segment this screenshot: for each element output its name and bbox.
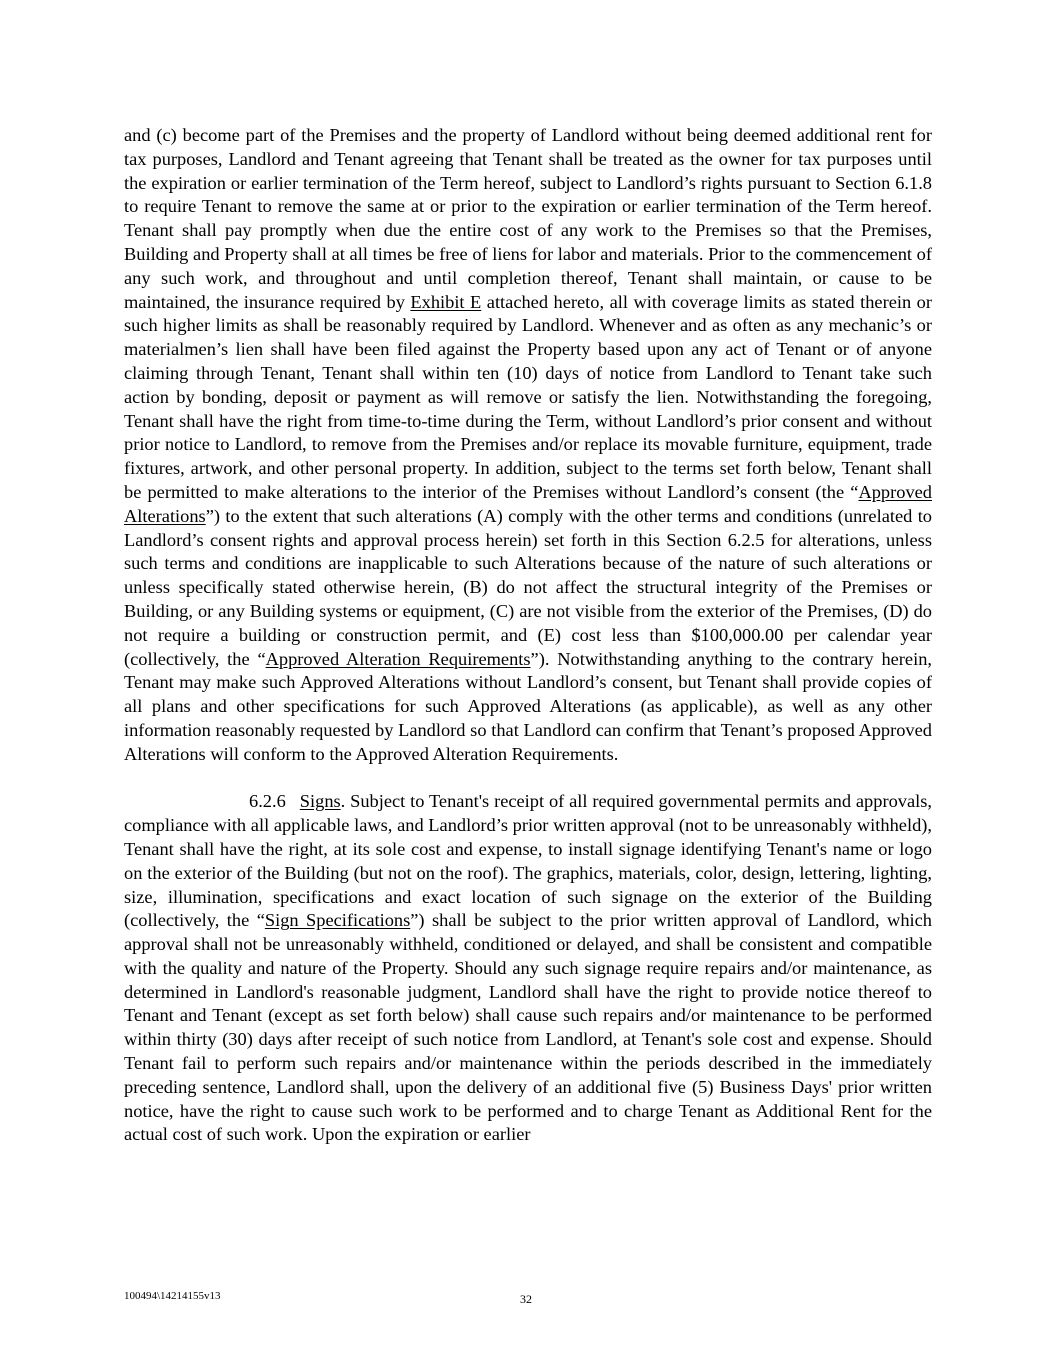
text-run: ”) shall be subject to the prior written approval of Landlord, which approval shall not be unreasonably withheld, conditioned or delayed, and shall be consistent and compatible with the quality and nature of the Property. Should any such signage require repairs and/or maintenance, as determined in Landlord's reasonable judgment, Landlord shall have the right to provide notice thereof to Tenant and Tenant (except as set forth below) shall cause such repairs and/or maintenance to be performed within thirty (30) days after receipt of such notice from Landlord, at Tenant's sole cost and expense. Should Tenant fail to perform such repairs and/or maintenance within the periods described in the immediately preceding sentence, Landlord shall, upon the delivery of an additional five (5) Business Days' prior written notice, have the right to cause such work to be performed and to charge Tenant as Additional Rent for the actual cost of such work. Upon the expiration or earlier — [124, 910, 932, 1145]
paragraph-alterations — [124, 124, 932, 767]
text-run: ”) to the extent that such alterations (A) comply with the other terms and conditions (unrelated to Landlord’s consent rights and approval process herein) set forth in this Section 6.2.5 for alterations, unless such terms and conditions are inapplicable to such Alterations because of the nature of such alterations or unless specifically stated otherwise herein, (B) do not affect the structural integrity of the Premises or Building, or any Building systems or equipment, (C) are not visible from the exterior of the Premises, (D) do not require a building or construction permit, and (E) cost less than $100,000.00 per calendar year (collectively, the “ — [124, 505, 932, 669]
exhibit-e-reference: Exhibit E — [410, 291, 482, 312]
defined-term-approved-alteration-requirements: Approved Alteration Requirements — [265, 648, 531, 669]
text-run: . Subject to Tenant's receipt of all required governmental permits and approvals, compliance with all applicable laws, and Landlord’s prior written approval (not to be unreasonably withheld), Tenant shall have the right, at its sole cost and expense, to install signage identifying Tenant's name or logo on the exterior of the Building (but not on the roof). The graphics, materials, color, design, lettering, lighting, size, illumination, specifications and exact location of such signage on the exterior of the Building (collectively, the “ — [124, 791, 932, 931]
text-run: ”). Notwithstanding anything to the contrary herein, Tenant may make such Approved Alterations without Landlord’s consent, but Tenant shall provide copies of all plans and other specifications for such Approved Alterations (as applicable), as well as any other information reasonably requested by Landlord so that Landlord can confirm that Tenant’s proposed Approved Alterations will conform to the Approved Alteration Requirements. — [124, 648, 932, 764]
footer-document-id: 100494\14214155v13 — [124, 1290, 221, 1302]
section-heading: Signs — [299, 791, 341, 812]
defined-term-approved-alterations: Approved Alterations — [124, 481, 932, 526]
document-body — [124, 124, 932, 1171]
footer-page-number: 32 — [520, 1292, 532, 1306]
text-run: attached hereto, all with coverage limits as stated therein or such higher limits as shall be reasonably required by Landlord. Whenever and as often as any mechanic’s or materialmen’s lien shall have been filed against the Property based upon any act of Tenant or of anyone claiming through Tenant, Tenant shall within ten (10) days of notice from Landlord to Tenant take such action by bonding, deposit or payment as will remove or satisfy the lien. Notwithstanding the foregoing, Tenant shall have the right from time-to-time during the Term, without Landlord’s prior consent and without prior notice to Landlord, to remove from the Premises and/or replace its movable furniture, equipment, trade fixtures, artwork, and other personal property. In addition, subject to the terms set forth below, Tenant shall be permitted to make alterations to the interior of the Premises without Landlord’s consent (the “ — [124, 291, 933, 502]
paragraph-signs — [124, 790, 932, 1147]
defined-term-sign-specifications: Sign Specifications — [264, 910, 411, 931]
text-run: and (c) become part of the Premises and the property of Landlord without being deemed additional rent for tax purposes, Landlord and Tenant agreeing that Tenant shall be treated as the owner for tax purposes until the expiration or earlier termination of the Term hereof, subject to Landlord’s rights pursuant to Section 6.1.8 to require Tenant to remove the same at or prior to the expiration or earlier termination of the Term hereof. Tenant shall pay promptly when due the entire cost of any work to the Premises so that the Premises, Building and Property shall at all times be free of liens for labor and materials. Prior to the commencement of any such work, and throughout and until completion thereof, Tenant shall maintain, or cause to be maintained, the insurance required by — [124, 125, 932, 312]
section-number: 6.2.6 — [249, 791, 286, 812]
